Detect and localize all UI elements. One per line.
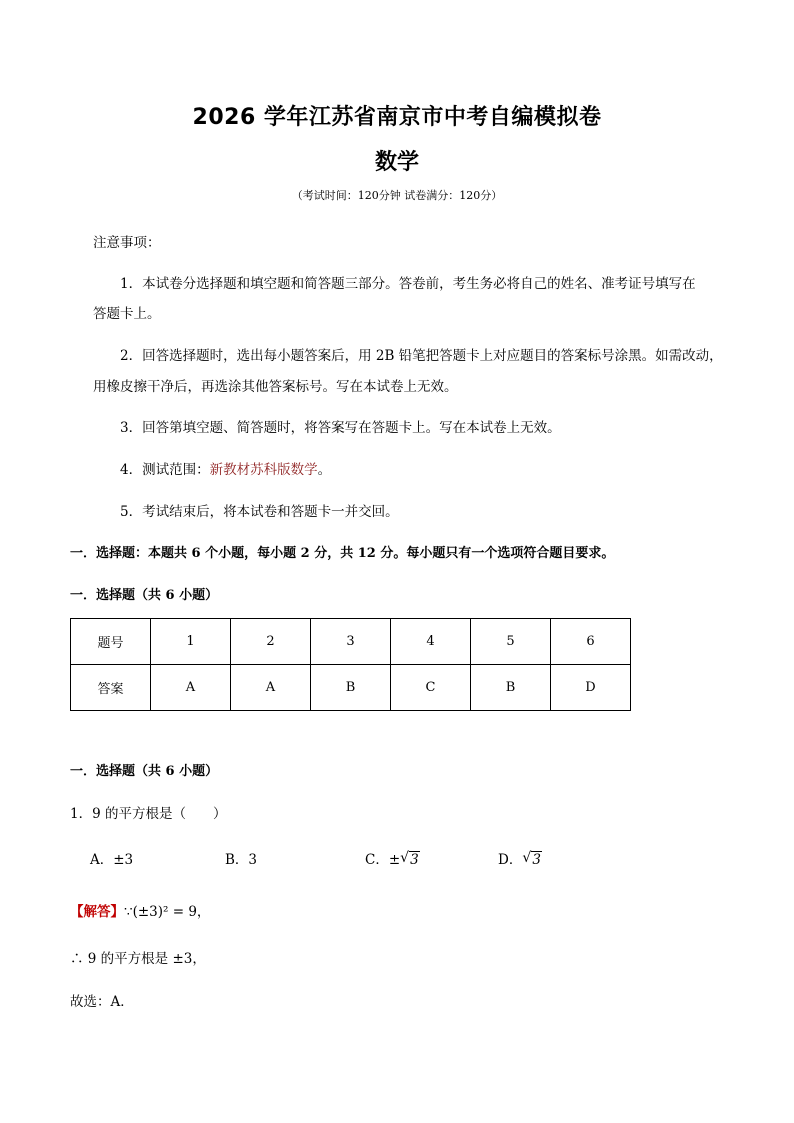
table-row-answers bbox=[71, 665, 631, 711]
notice-item-1-line-2: 答题卡上。 bbox=[93, 306, 161, 322]
notice-item-5: 5．考试结束后，将本试卷和答题卡一并交回。 bbox=[120, 504, 399, 520]
notice-item-4-prefix: 4．测试范围： bbox=[120, 462, 210, 478]
table-cell: 4 bbox=[391, 619, 471, 665]
answer-table bbox=[70, 618, 631, 711]
section-2-sub-heading: 一．选择题（共 6 小题） bbox=[70, 764, 219, 779]
section-1-sub-heading: 一．选择题（共 6 小题） bbox=[70, 588, 219, 603]
table-cell: D bbox=[551, 665, 631, 711]
table-cell: C bbox=[391, 665, 471, 711]
sqrt-symbol bbox=[522, 852, 542, 868]
table-cell: B bbox=[311, 665, 391, 711]
option-c-radicand: 3 bbox=[410, 852, 419, 868]
solution-label: 【解答】 bbox=[70, 904, 124, 920]
table-cell: 1 bbox=[151, 619, 231, 665]
option-a: A．±3 bbox=[90, 852, 134, 868]
radical-icon: √ bbox=[522, 850, 532, 866]
sqrt-symbol bbox=[400, 852, 420, 868]
table-row-questions bbox=[71, 619, 631, 665]
table-cell: A bbox=[231, 665, 311, 711]
section-1-heading: 一．选择题：本题共 6 个小题，每小题 2 分，共 12 分。每小题只有一个选项符合题目要求。 bbox=[70, 546, 615, 561]
table-cell: A bbox=[151, 665, 231, 711]
radical-icon: √ bbox=[400, 850, 410, 866]
option-d-radicand: 3 bbox=[532, 852, 541, 868]
subject-title: 数学 bbox=[374, 150, 419, 175]
question-1-stem: 1．9 的平方根是（ ） bbox=[70, 806, 227, 822]
solution-line-3: 故选：A． bbox=[70, 994, 134, 1010]
notice-item-4-suffix: 。 bbox=[317, 462, 332, 478]
exam-info: （考试时间：120分钟 试卷满分：120分） bbox=[291, 189, 503, 202]
notice-heading: 注意事项： bbox=[93, 235, 161, 251]
notice-item-4 bbox=[120, 458, 331, 478]
table-cell: 3 bbox=[311, 619, 391, 665]
option-d bbox=[498, 848, 542, 868]
notice-item-1-line-1: 1．本试卷分选择题和填空题和简答题三部分。答卷前，考生务必将自己的姓名、准考证号填写在 bbox=[120, 276, 696, 292]
option-c-prefix: C．± bbox=[365, 852, 401, 868]
table-cell: 2 bbox=[231, 619, 311, 665]
option-c bbox=[365, 848, 420, 868]
table-cell: 5 bbox=[471, 619, 551, 665]
solution-line-1-text: ∵(±3)² = 9， bbox=[124, 904, 211, 920]
option-b: B．3 bbox=[225, 852, 258, 868]
option-d-prefix: D． bbox=[498, 852, 523, 868]
notice-item-4-scope: 新教材苏科版数学 bbox=[209, 462, 318, 478]
exam-title: 2026 学年江苏省南京市中考自编模拟卷 bbox=[192, 105, 602, 130]
solution-line-1 bbox=[70, 900, 210, 920]
table-cell: B bbox=[471, 665, 551, 711]
notice-item-2-line-2: 用橡皮擦干净后，再选涂其他答案标号。写在本试卷上无效。 bbox=[93, 379, 458, 395]
notice-item-2-line-1: 2．回答选择题时，选出每小题答案后，用 2B 铅笔把答题卡上对应题目的答案标号涂黑。如需改动， bbox=[120, 348, 723, 364]
solution-line-2: ∴ 9 的平方根是 ±3， bbox=[70, 951, 206, 967]
table-label-question: 题号 bbox=[71, 619, 151, 665]
table-label-answer: 答案 bbox=[71, 665, 151, 711]
table-cell: 6 bbox=[551, 619, 631, 665]
notice-item-3: 3．回答第填空题、简答题时，将答案写在答题卡上。写在本试卷上无效。 bbox=[120, 420, 561, 436]
